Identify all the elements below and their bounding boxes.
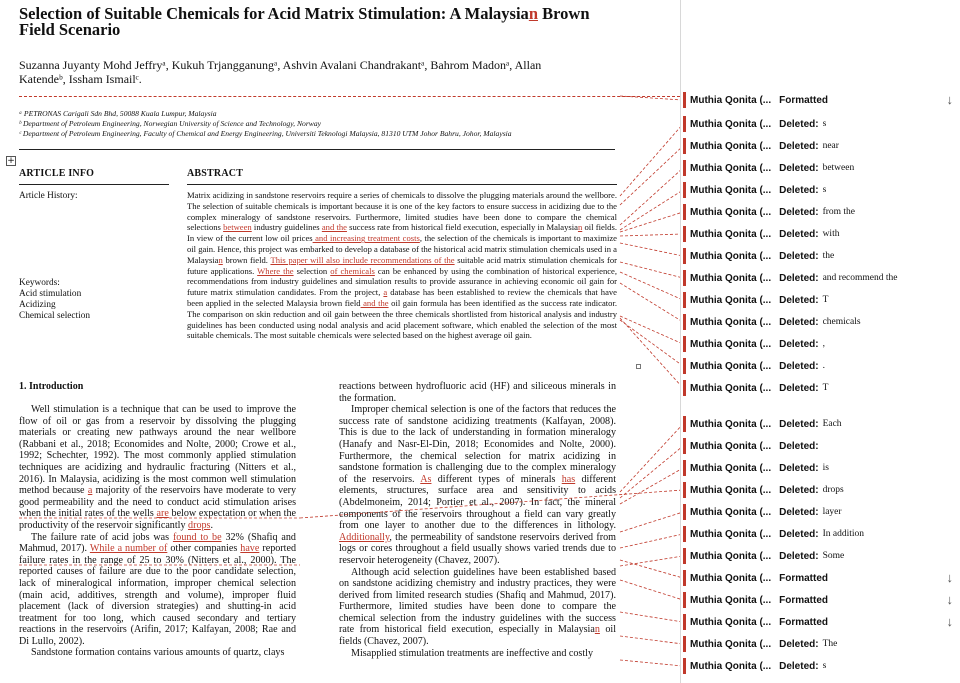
keyword-item: Acidizing (19, 300, 56, 310)
inserted-text: and the (360, 297, 389, 308)
article-info-heading: ARTICLE INFO (19, 168, 95, 179)
revision-balloon[interactable]: Muthia Qonita (... Deleted: , (683, 335, 957, 353)
revision-balloon[interactable]: Muthia Qonita (... Deleted: s (683, 181, 957, 199)
inserted-text: Where the (257, 265, 294, 276)
title-spellcheck-mark: n (528, 4, 538, 23)
revision-balloon[interactable]: Muthia Qonita (... Deleted: chemicals (683, 313, 957, 331)
expand-arrow-icon[interactable]: ↓ (946, 92, 953, 107)
revision-balloon[interactable]: Muthia Qonita (... Deleted: T (683, 379, 957, 397)
inserted-text: drops (188, 519, 211, 531)
inserted-text: between (223, 222, 252, 233)
abstract-text[interactable]: Matrix acidizing in sandstone reservoirs require a series of chemicals to dissolve the plugging materials around the wellbore. The selection of suitable chemicals is important because it is one of the key factors to ensure success in acidizing due to the complex mineralogy of sandstone reservoirs. Furthermore, limited studies have been done to compare the chemical selections between industry guidelines and the success rate from historical field execution, especially in Malaysian oil fields. In view of the current low oil prices and increasing treatment costs, the selection of the chemicals is important to maximize oil gain. Hence, this project was embarked to develop a database of the historical acid matrix stimulation chemicals used in a Malaysian brown field. This paper will also include recommendations of the suitable acid matrix stimulation chemicals for future applications. Where the selection of chemicals can be enhanced by using the combination of historical experience, recommendations from industry guidelines and simulation results to provide assurance in achieving economic oil gain for future matrix stimulation candidates. From the project, a database has been established to review the chemicals that have been applied in the selected Malaysia brown field and the oil gain formula has been identified as the success rate indicator. The comparison on skin reduction and oil gain between the three chemicals shortlisted from historical analysis and industry guidelines has been conducted using nodal analysis and acid placement software, which enabled the selection of the most suitable chemicals. The most suitable chemicals were selected based on the highest average oil gain. (187, 190, 618, 341)
revision-balloon[interactable]: Muthia Qonita (... Deleted: . (683, 357, 957, 375)
revision-balloon[interactable]: Muthia Qonita (... Deleted: The (683, 635, 957, 653)
revision-balloon[interactable]: Muthia Qonita (... Deleted: s (683, 657, 957, 675)
inserted-text: are (156, 508, 169, 520)
expand-arrow-icon[interactable]: ↓ (946, 570, 953, 585)
paper-title: Selection of Suitable Chemicals for Acid Matrix Stimulation: A Malaysian Brown Field Scenario (19, 4, 590, 39)
inserted-text: a (87, 485, 93, 497)
revision-balloon[interactable]: Muthia Qonita (... Deleted: with (683, 225, 957, 243)
article-history-label: Article History: (19, 191, 78, 201)
inserted-text: Additionally (339, 531, 390, 543)
revision-balloon[interactable]: Muthia Qonita (... Deleted: s (683, 115, 957, 133)
revision-balloon[interactable]: Muthia Qonita (... Deleted: (683, 437, 957, 455)
inserted-text: have (240, 543, 260, 555)
revision-balloon[interactable]: Muthia Qonita (... Formatted ↓ (683, 613, 957, 631)
revision-balloon[interactable]: Muthia Qonita (... Deleted: In addition (683, 525, 957, 543)
revision-balloon[interactable]: Muthia Qonita (... Deleted: the (683, 247, 957, 265)
revision-balloon[interactable]: Muthia Qonita (... Deleted: from the (683, 203, 957, 221)
revision-balloon[interactable]: Muthia Qonita (... Deleted: Each (683, 415, 957, 433)
expand-arrow-icon[interactable]: ↓ (946, 592, 953, 607)
inserted-text: has (561, 473, 576, 485)
affiliation-c: ᶜ Department of Petroleum Engineering, Faculty of Chemical and Energy Engineering, Universiti Teknologi Malaysia, 81310 UTM Johor Bahru, Johor, Malaysia (19, 129, 512, 138)
keyword-item: Acid stimulation (19, 289, 82, 299)
table-move-handle-icon[interactable]: + (7, 156, 15, 166)
inserted-text: While a number of (89, 543, 168, 555)
body-column-right[interactable]: reactions between hydrofluoric acid (HF) and siliceous minerals in the formation. Improper chemical selection is one of the factors that reduces the success rate of sandstone acidizing treatments (Kalfayan, 2008). This is due to the lack of understanding in formation mineralogy (Hanafy and Nasr-El-Din, 2018; Economides and Nolte, 2000). Furthermore, the chemical selection for matrix acidizing in sandstone formation is challenging due to the complex mineralogy of the reservoirs. As different types of minerals has different elements, structures, surface area and sensitivity to acids (Abdelmoneim, 2014; Portier et al., 2007). In fact, the mineral components of the reservoirs throughout a field can vary greatly from one layer to another due to the differences in lithology. Additionally, the permeability of sandstone reservoirs derived from logs or cores throughout a field usually shows varied trends due to reservoir heterogeneity (Chavez, 2007). Although acid selection guidelines have been established based on sandstone acidizing chemistry and industry practices, they were derived from limited research studies (Shafiq and Mahmud, 2017). Furthermore, limited studies have been done to compare the chemical selection from the industry guidelines with the success rate from historical field execution, especially in Malaysian oil fields (Chavez, 2007). Misapplied stimulation treatments are ineffective and costly (339, 381, 617, 659)
inserted-text: This paper will also include recommendations of the (270, 254, 455, 265)
revision-balloon[interactable]: Muthia Qonita (... Deleted: T (683, 291, 957, 309)
inserted-text: and increasing treatment costs (312, 233, 420, 244)
revision-balloon[interactable]: Muthia Qonita (... Deleted: near (683, 137, 957, 155)
inserted-text: found to be (172, 531, 222, 543)
affiliation-b: ᵇ Department of Petroleum Engineering, Norwegian University of Science and Technology, Norway (19, 119, 322, 128)
revision-balloon[interactable]: Muthia Qonita (... Deleted: layer (683, 503, 957, 521)
author-list: Suzanna Juyanty Mohd Jeffryᵃ, Kukuh Trjangganungᵃ, Ashvin Avalani Chandrakantᵃ, Bahrom Madonᵃ, Allan Katendeᵇ, Issham Ismailᶜ. (19, 58, 542, 86)
inserted-text: and the (321, 222, 347, 233)
inserted-text: n (594, 624, 600, 636)
abstract-heading: ABSTRACT (187, 168, 244, 179)
introduction-heading: 1. Introduction (19, 381, 84, 392)
revision-balloon[interactable]: Muthia Qonita (... Deleted: Some (683, 547, 957, 565)
inserted-text: of chemicals (330, 265, 375, 276)
revision-balloon[interactable]: Muthia Qonita (... Formatted ↓ (683, 591, 957, 609)
keyword-item: Chemical selection (19, 311, 90, 321)
inserted-text: As (420, 473, 432, 485)
revision-balloon[interactable]: Muthia Qonita (... Deleted: drops (683, 481, 957, 499)
revision-balloon[interactable]: Muthia Qonita (... Deleted: and recommend the (683, 269, 957, 287)
revision-balloon[interactable]: Muthia Qonita (... Formatted ↓ (683, 91, 957, 109)
revision-balloon[interactable]: Muthia Qonita (... Formatted ↓ (683, 569, 957, 587)
expand-arrow-icon[interactable]: ↓ (946, 614, 953, 629)
inserted-text: a (383, 287, 388, 298)
inserted-text: n (577, 222, 583, 233)
revision-balloon[interactable]: Muthia Qonita (... Deleted: between (683, 159, 957, 177)
revision-balloon[interactable]: Muthia Qonita (... Deleted: is (683, 459, 957, 477)
body-column-left[interactable]: Well stimulation is a technique that can be used to improve the flow of oil or gas from a reservoir by dissolving the plugging materials or creating new pathways around the near wellbore (Rabbani et al., 2018; Economides and Nolte, 2000; Crowe et al., 1992; Schechter, 1992). The most commonly applied stimulation techniques are acidizing and hydraulic fracturing (Nitters et al., 2016). In Malaysia, acidizing is the most common well stimulation method because a majority of the reservoirs have moderate to very good permeability and the need to conduct acid stimulation arises when the initial rates of the wells are below expectation or when the productivity of the reservoir significantly drops. The failure rate of acid jobs was found to be 32% (Shafiq and Mahmud, 2017). While a number of other companies have reported failure rates in the range of 25 to 30% (Nitters et al., 2000). The reported causes of failure are due to the poor candidate selection, lack of mineralogical information, improper chemical selection (main acid, additives, strength and volume), improper fluid placement (lack of diversion strategies) and shutting-in acid treatment for too long, which caused secondary and tertiary reactions in the reservoirs (Arifin, 2017; Kalfayan, 2008; Rae and Di Lullo, 2002). Sandstone formation contains various amounts of quartz, clays (19, 404, 296, 659)
affiliation-a: ᵃ PETRONAS Carigali Sdn Bhd, 50088 Kuala Lumpur, Malaysia (19, 109, 217, 118)
inserted-text: n (218, 254, 223, 265)
keywords-label: Keywords: (19, 278, 60, 288)
